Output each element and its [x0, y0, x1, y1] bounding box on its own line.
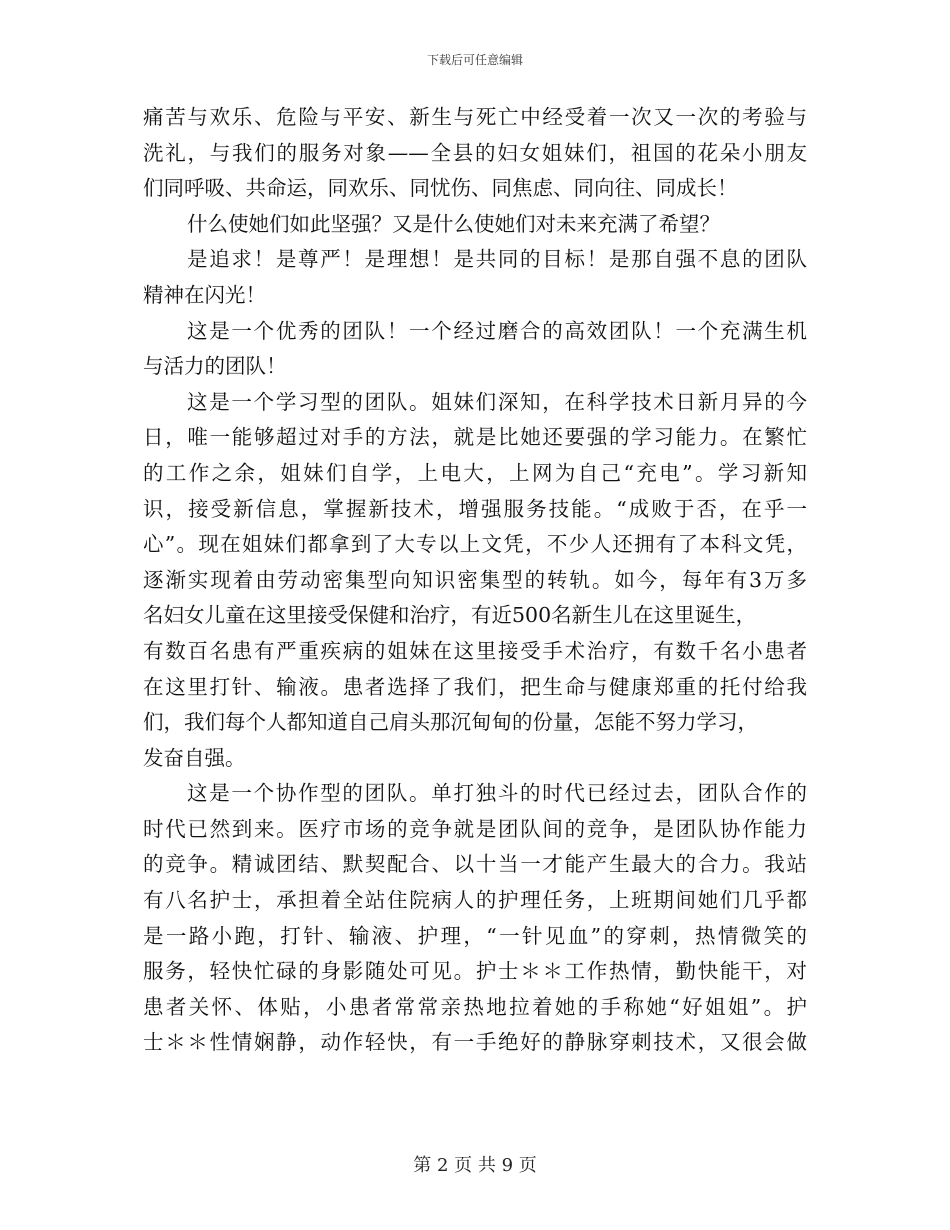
text-line: 是追求！是尊严！是理想！是共同的目标！是那自强不息的团队: [187, 247, 807, 272]
text-line: 这是一个学习型的团队。姐妹们深知，在科学技术日新月异的今: [187, 389, 807, 414]
text-line: 是一路小跑，打针、输液、护理，“一针见血”的穿刺，热情微笑的: [143, 923, 807, 948]
text-line: 这是一个协作型的团队。单打独斗的时代已经过去，团队合作的: [187, 781, 807, 806]
text-line: 这是一个优秀的团队！一个经过磨合的高效团队！一个充满生机: [187, 318, 807, 343]
text-line: 名妇女儿童在这里接受保健和治疗，有近500名新生儿在这里诞生，: [143, 603, 757, 628]
text-line: 们，我们每个人都知道自己肩头那沉甸甸的份量，怎能不努力学习，: [143, 710, 758, 735]
text-line: 患者关怀、体贴，小患者常常亲热地拉着她的手称她“好姐姐”。护: [143, 994, 807, 1019]
document-body: [143, 100, 807, 1061]
text-line: 痛苦与欢乐、危险与平安、新生与死亡中经受着一次又一次的考验与: [143, 105, 807, 129]
text-line: 服务，轻快忙碌的身影随处可见。护士＊＊工作热情，勤快能干，对: [143, 959, 807, 984]
page-header: 下载后可任意编辑: [426, 53, 523, 67]
text-line: 逐渐实现着由劳动密集型向知识密集型的转轨。如今，每年有3万多: [143, 567, 807, 592]
text-line: 有八名护士，承担着全站住院病人的护理任务，上班期间她们几乎都: [143, 888, 807, 913]
text-line: 识，接受新信息，掌握新技术，增强服务技能。“成败于否，在乎一: [143, 496, 807, 521]
text-line: 们同呼吸、共命运，同欢乐、同忧伤、同焦虑、同向往、同成长！: [143, 176, 738, 201]
text-line: 的工作之余，姐妹们自学，上电大，上网为自己“充电”。学习新知: [143, 460, 807, 485]
text-line: 心”。现在姐妹们都拿到了大专以上文凭，不少人还拥有了本科文凭，: [143, 532, 807, 557]
text-line: 有数百名患有严重疾病的姐妹在这里接受手术治疗，有数千名小患者: [143, 638, 807, 663]
text-line: 什么使她们如此坚强？又是什么使她们对未来充满了希望？: [187, 211, 720, 236]
text-line: 的竞争。精诚团结、默契配合、以十当一才能产生最大的合力。我站: [143, 852, 807, 877]
text-line: 洗礼，与我们的服务对象——全县的妇女姐妹们，祖国的花朵小朋友: [143, 140, 807, 165]
text-line: 发奋自强。: [143, 745, 246, 770]
text-line: 日，唯一能够超过对手的方法，就是比她还要强的学习能力。在繁忙: [143, 425, 807, 450]
text-line: 与活力的团队！: [143, 354, 287, 379]
text-line: 在这里打针、输液。患者选择了我们，把生命与健康郑重的托付给我: [143, 674, 807, 699]
text-line: 精神在闪光！: [143, 282, 266, 307]
text-line: 士＊＊性情娴静，动作轻快，有一手绝好的静脉穿刺技术，又很会做: [143, 1030, 807, 1055]
page-number-footer: 第 2 页 共 9 页: [413, 1155, 537, 1176]
text-line: 时代已然到来。医疗市场的竞争就是团队间的竞争，是团队协作能力: [143, 816, 807, 841]
